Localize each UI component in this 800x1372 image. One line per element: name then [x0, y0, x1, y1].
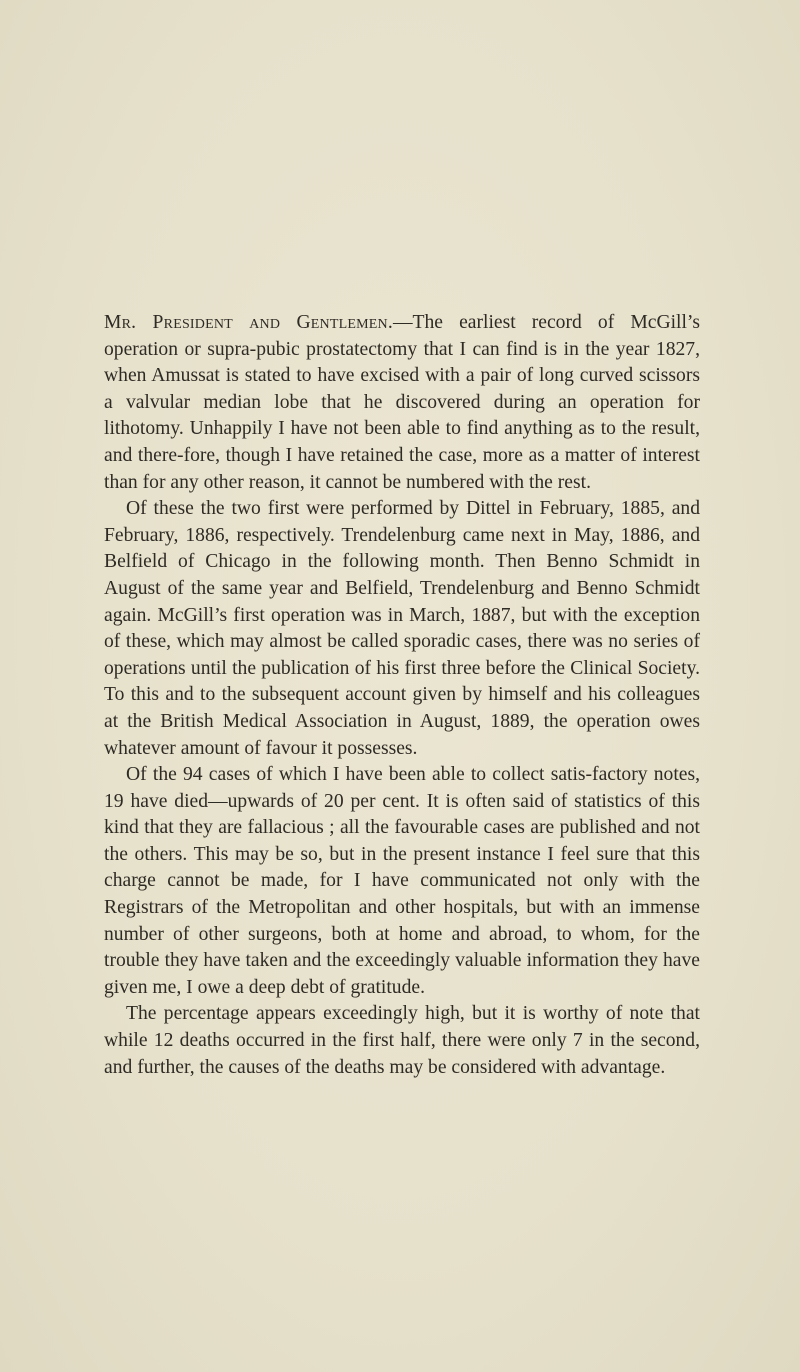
- paragraph-2: Of these the two first were performed by Dittel in February, 1885, and February, 1886, respectively. Trendelenburg came next in May, 1886, and Belfield of Chicago in the following month. Then Benno Schmidt in August of the same year and Belfield, Trendelenburg and Benno Schmidt again. McGill’s first operation was in March, 1887, but with the exception of these, which may almost be called sporadic cases, there was no series of operations until the publication of his first three before the Clinical Society. To this and to the subsequent account given by himself and his colleagues at the British Medical Association in August, 1889, the operation owes whatever amount of favour it possesses.: [104, 498, 700, 759]
- body-text: [104, 310, 700, 1081]
- paragraph-1: [104, 310, 700, 496]
- paragraph-3: Of the 94 cases of which I have been able to collect satis-factory notes, 19 have died—upwards of 20 per cent. It is often said of statistics of this kind that they are fallacious ; all the favourable cases are published and not the others. This may be so, but in the present instance I feel sure that this charge cannot be made, for I have communicated not only with the Registrars of the Metropolitan and other hospitals, but with an immense number of other surgeons, both at home and abroad, to whom, for the trouble they have taken and the exceedingly valuable information they have given me, I owe a deep debt of gratitude.: [104, 764, 700, 998]
- salutation: Mr. President and Gentlemen.: [104, 312, 393, 333]
- paragraph-4: The percentage appears exceedingly high, but it is worthy of note that while 12 deaths occurred in the first half, there were only 7 in the second, and further, the causes of the deaths may be considered with advantage.: [104, 1003, 700, 1078]
- paragraph-1-text: —The earliest record of McGill’s operation or supra-pubic prostatectomy that I can find is in the year 1827, when Amussat is stated to have excised with a pair of long curved scissors a valvular median lobe that he discovered during an operation for lithotomy. Unhappily I have not been able to find anything as to the result, and there-fore, though I have retained the case, more as a matter of interest than for any other reason, it cannot be numbered with the rest.: [104, 312, 700, 493]
